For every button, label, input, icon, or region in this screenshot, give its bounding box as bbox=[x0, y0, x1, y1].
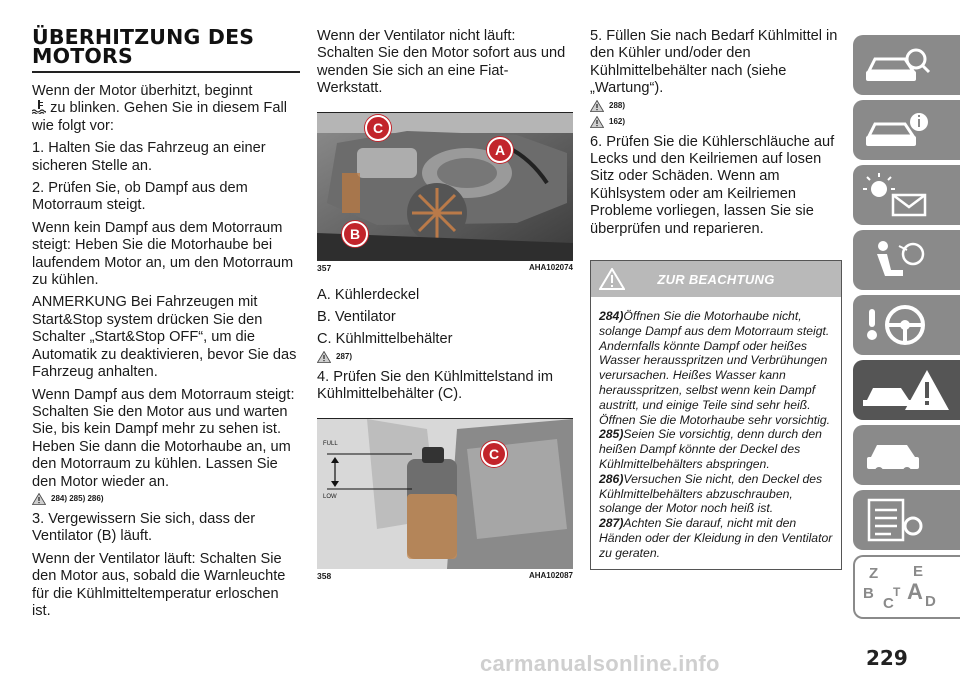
tab-driving[interactable] bbox=[853, 295, 960, 355]
warning-triangle-icon bbox=[590, 100, 604, 112]
caution-reference bbox=[590, 116, 842, 128]
paragraph-fan-running: Wenn der Ventilator läuft: Schalten Sie den Motor aus, sobald die Warnleuchte für die Kühlmitteltemperatur erloschen ist. bbox=[32, 550, 286, 619]
step-5: 5. Füllen Sie nach Bedarf Kühlmittel in den Kühler und/oder den Kühlmittelbehälter nach (siehe „Wartung“). bbox=[590, 28, 838, 97]
legend-b: B. Ventilator bbox=[317, 309, 396, 326]
warning-ref-text: 287) bbox=[336, 352, 353, 362]
tab-warning-lights[interactable] bbox=[853, 165, 960, 225]
paragraph-no-steam: Wenn kein Dampf aus dem Motorraum steigt: Heben Sie die Motorhaube bei laufendem Motor an, um den Motorraum zu kühlen. bbox=[32, 219, 294, 289]
car-search-icon bbox=[861, 41, 931, 89]
caution-triangle-icon bbox=[590, 116, 604, 128]
watermark: carmanualsonline.info bbox=[480, 651, 720, 676]
warning-triangle-icon bbox=[599, 268, 625, 290]
warning-reference bbox=[317, 351, 573, 363]
warning-ref-text: 284) 285) 286) bbox=[51, 494, 104, 504]
warning-286-text: Versuchen Sie nicht, den Deckel des Kühlmittelbehälters abzuschrauben, solange der Motor noch heiß ist. bbox=[599, 471, 823, 516]
warning-287-text: Achten Sie darauf, nicht mit den Händen oder der Kleidung in den Ventilator zu geraten. bbox=[599, 516, 833, 560]
figure-caption bbox=[317, 261, 573, 273]
tab-emergency[interactable] bbox=[853, 360, 960, 420]
paragraph-note: ANMERKUNG Bei Fahrzeugen mit Start&Stop system drücken Sie den Schalter „Start&Stop OFF“, um die Automatik zu deaktivieren, bevor Sie das Fahrzeug anhalten. bbox=[32, 294, 297, 381]
warning-reference bbox=[590, 100, 842, 112]
paragraph-intro bbox=[32, 83, 300, 135]
figure-caption bbox=[317, 569, 573, 581]
tab-maintenance[interactable] bbox=[853, 425, 960, 485]
specs-list-icon bbox=[861, 496, 931, 544]
index-icon: Z E A B C T D bbox=[863, 563, 936, 612]
tab-car-info[interactable] bbox=[853, 35, 960, 95]
column-3 bbox=[590, 28, 842, 570]
coolant-temp-icon bbox=[32, 100, 46, 114]
warning-ref-text: 288) bbox=[609, 101, 626, 111]
engine-bay-image bbox=[317, 113, 573, 261]
warning-285-text: Seien Sie vorsichtig, denn durch den heißen Dampf könnte der Deckel des Kühlmittelbehälters abspringen. bbox=[599, 427, 822, 472]
warning-286-num: 286) bbox=[599, 471, 624, 486]
tab-specs[interactable] bbox=[853, 490, 960, 550]
warning-284-num: 284) bbox=[599, 309, 624, 324]
page-number: 229 bbox=[866, 646, 908, 670]
step-6: 6. Prüfen Sie die Kühlerschläuche auf Lecks und den Keilriemen auf losen Sitz oder Schäden. Wenn am Kühlsystem oder am Keilriemen Probleme vorliegen, lassen Sie sie überprüfen und reparieren. bbox=[590, 133, 835, 237]
intro-text-start: Wenn der Motor überhitzt, beginnt bbox=[32, 83, 253, 99]
intro-text-rest: zu blinken. Gehen Sie in diesem Fall wie folgt vor: bbox=[32, 100, 287, 134]
figure-code: AHA102074 bbox=[528, 262, 573, 272]
steering-wheel-icon bbox=[861, 301, 931, 349]
title-line-2: MOTORS bbox=[32, 44, 133, 68]
figure-number: 357 bbox=[317, 262, 332, 273]
legend-a: A. Kühlerdeckel bbox=[317, 286, 420, 303]
callout-a: A bbox=[487, 137, 513, 163]
legend-c: C. Kühlmittelbehälter bbox=[317, 331, 453, 348]
warning-triangle-icon bbox=[32, 493, 46, 505]
car-info-icon bbox=[861, 106, 931, 154]
warning-box-body bbox=[591, 297, 841, 569]
step-1: 1. Halten Sie das Fahrzeug an einer sicheren Stelle an. bbox=[32, 140, 266, 174]
callout-b: B bbox=[342, 221, 368, 247]
warning-reference bbox=[32, 493, 300, 505]
warning-box-header bbox=[591, 261, 841, 297]
tab-index[interactable] bbox=[853, 555, 960, 619]
seat-airbag-icon bbox=[861, 236, 931, 284]
column-1 bbox=[32, 25, 300, 625]
low-label: LOW bbox=[323, 493, 337, 500]
figure-357 bbox=[317, 112, 573, 273]
title-line-1: ÜBERHITZUNG DES bbox=[32, 25, 255, 49]
coolant-tank-illustration bbox=[317, 419, 573, 569]
warning-285-num: 285) bbox=[599, 427, 624, 442]
warning-box-title: ZUR BEACHTUNG bbox=[657, 271, 775, 287]
step-2: 2. Prüfen Sie, ob Dampf aus dem Motorraum steigt. bbox=[32, 180, 248, 214]
section-title bbox=[32, 25, 300, 73]
callout-c: C bbox=[481, 441, 507, 467]
coolant-tank-image bbox=[317, 419, 573, 569]
figure-number: 358 bbox=[317, 570, 332, 581]
warning-284-text: Öffnen Sie die Motorhaube nicht, solange Dampf aus dem Motorraum steigt. Andernfalls könnte Dampf oder heißes Wasser herausspritzen und Verbrühungen verursachen. Heißes Wasser kann herausspritzen, selbst wenn kein Dampf austritt, und einige Teile sind sehr heiß. Öffnen Sie die Motorhaube sehr vorsichtig. bbox=[599, 309, 831, 427]
column-2 bbox=[317, 28, 573, 585]
figure-358 bbox=[317, 418, 573, 581]
callout-c: C bbox=[365, 115, 391, 141]
paragraph-fan-not-running: Wenn der Ventilator nicht läuft: Schalten Sie den Motor sofort aus und wenden Sie sich an eine Fiat-Werkstatt. bbox=[317, 28, 566, 97]
warning-lights-icon bbox=[861, 171, 931, 219]
tab-car-info-2[interactable] bbox=[853, 100, 960, 160]
emergency-icon bbox=[861, 366, 951, 414]
figure-code: AHA102087 bbox=[528, 570, 573, 580]
step-3: 3. Vergewissern Sie sich, dass der Ventilator (B) läuft. bbox=[32, 510, 256, 545]
caution-ref-text: 162) bbox=[609, 117, 626, 127]
paragraph-steam: Wenn Dampf aus dem Motorraum steigt: Schalten Sie den Motor aus und warten Sie, bis kein Dampf mehr zu sehen ist. Heben Sie dann die Motorhaube an, um den Motorraum zu kühlen. Lassen Sie den Motor wieder an. bbox=[32, 386, 295, 490]
warning-triangle-icon bbox=[317, 351, 331, 363]
full-label: FULL bbox=[323, 440, 338, 447]
warning-287-num: 287) bbox=[599, 516, 624, 531]
step-4: 4. Prüfen Sie den Kühlmittelstand im Kühlmittelbehälter (C). bbox=[317, 368, 554, 403]
tab-safety[interactable] bbox=[853, 230, 960, 290]
warning-box bbox=[590, 260, 842, 570]
car-maintenance-icon bbox=[861, 431, 931, 479]
